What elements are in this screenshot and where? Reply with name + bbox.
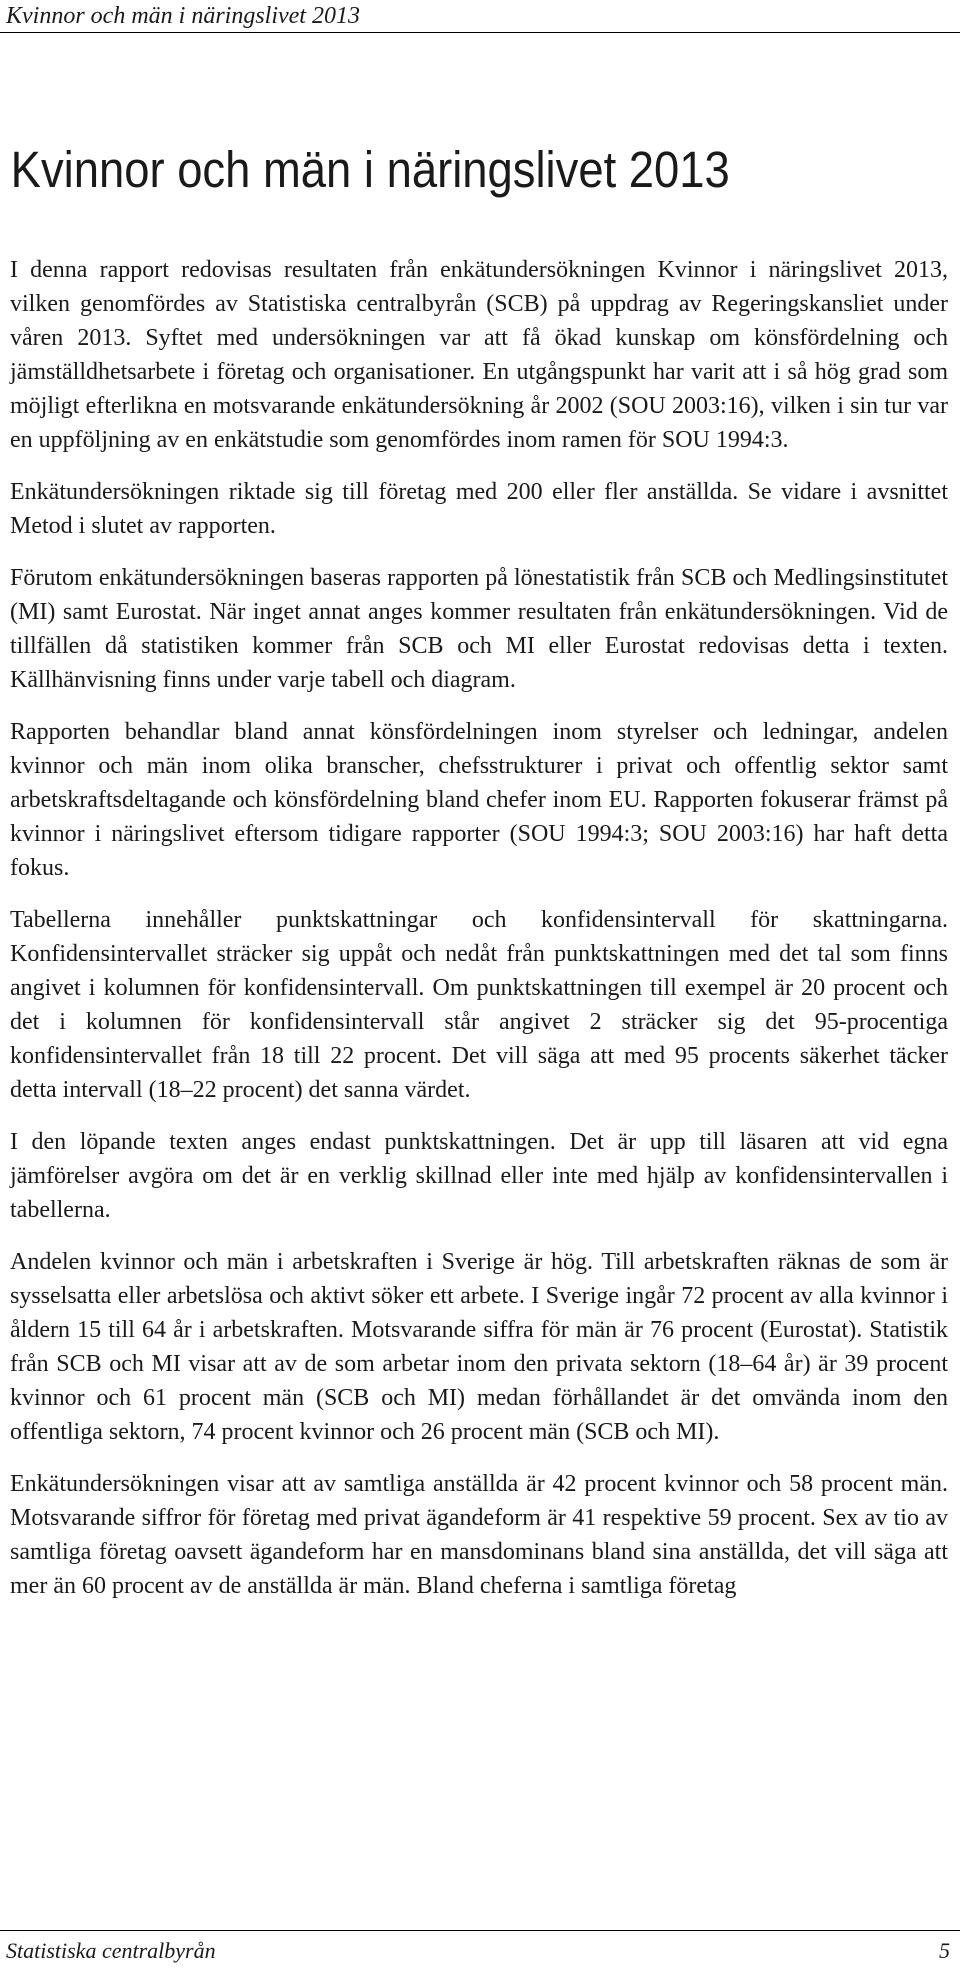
- header-divider: [0, 32, 960, 33]
- running-header: Kvinnor och män i näringslivet 2013: [6, 3, 360, 29]
- paragraph-point-estimates: I den löpande texten anges endast punktskattningen. Det är upp till läsaren att vid egna jämförelser avgöra om det är en verklig skillnad eller inte med hjälp av konfidensintervallen i tabellerna.: [10, 1129, 948, 1223]
- paragraph-content: Rapporten behandlar bland annat könsfördelningen inom styrelser och ledningar, andelen kvinnor och män inom olika branscher, chefsstrukturer i privat och offentlig sektor samt arbetskraftsdeltagande och könsfördelning bland chefer inom EU. Rapporten fokuserar främst på kvinnor i näringslivet eftersom tidigare rapporter (SOU 1994:3; SOU 2003:16) har haft detta fokus.: [10, 719, 948, 881]
- body-text: [10, 253, 948, 1621]
- paragraph-scope: Enkätundersökningen riktade sig till företag med 200 eller fler anställda. Se vidare i avsnittet Metod i slutet av rapporten.: [10, 479, 948, 539]
- paragraph-sources: Förutom enkätundersökningen baseras rapporten på lönestatistik från SCB och Medlingsinstitutet (MI) samt Eurostat. När inget annat anges kommer resultaten från enkätundersökningen. Vid de tillfällen då statistiken kommer från SCB och MI eller Eurostat redovisas detta i texten. Källhänvisning finns under varje tabell och diagram.: [10, 565, 948, 693]
- paragraph-confidence-intervals: Tabellerna innehåller punktskattningar och konfidensintervall för skattningarna. Konfidensintervallet sträcker sig uppåt och nedåt från punktskattningen med det tal som finns angivet i kolumnen för konfidensintervall. Om punktskattningen till exempel är 20 procent och det i kolumnen för konfidensintervall står angivet 2 sträcker sig det 95-procentiga konfidensintervallet från 18 till 22 procent. Det vill säga att med 95 procents säkerhet täcker detta intervall (18–22 procent) det sanna värdet.: [10, 907, 948, 1103]
- paragraph-survey-results: Enkätundersökningen visar att av samtliga anställda är 42 procent kvinnor och 58 procent män. Motsvarande siffror för företag med privat ägandeform är 41 respektive 59 procent. Sex av tio av samtliga företag oavsett ägandeform har en mansdominans bland sina anställda, det vill säga att mer än 60 procent av de anställda är män. Bland cheferna i samtliga företag: [10, 1471, 948, 1599]
- page-title: Kvinnor och män i näringslivet 2013: [10, 141, 730, 198]
- footer-divider: [0, 1930, 960, 1931]
- page-number: 5: [939, 1938, 950, 1963]
- paragraph-intro: I denna rapport redovisas resultaten från enkätundersökningen Kvinnor i näringslivet 2013, vilken genomfördes av Statistiska centralbyrån (SCB) på uppdrag av Regeringskansliet under våren 2013. Syftet med undersökningen var att få ökad kunskap om könsfördelning och jämställdhetsarbete i företag och organisationer. En utgångspunkt har varit att i så hög grad som möjligt efterlikna en motsvarande enkätundersökning år 2002 (SOU 2003:16), vilken i sin tur var en uppföljning av en enkätstudie som genomfördes inom ramen för SOU 1994:3.: [10, 257, 948, 453]
- footer-publisher: Statistiska centralbyrån: [6, 1938, 216, 1963]
- paragraph-labour-force: Andelen kvinnor och män i arbetskraften i Sverige är hög. Till arbetskraften räknas de som är sysselsatta eller arbetslösa och aktivt söker ett arbete. I Sverige ingår 72 procent av alla kvinnor i åldern 15 till 64 år i arbetskraften. Motsvarande siffra för män är 76 procent (Eurostat). Statistik från SCB och MI visar att av de som arbetar inom den privata sektorn (18–64 år) är 39 procent kvinnor och 61 procent män (SCB och MI) medan förhållandet är det omvända inom den offentliga sektorn, 74 procent kvinnor och 26 procent män (SCB och MI).: [10, 1249, 948, 1445]
